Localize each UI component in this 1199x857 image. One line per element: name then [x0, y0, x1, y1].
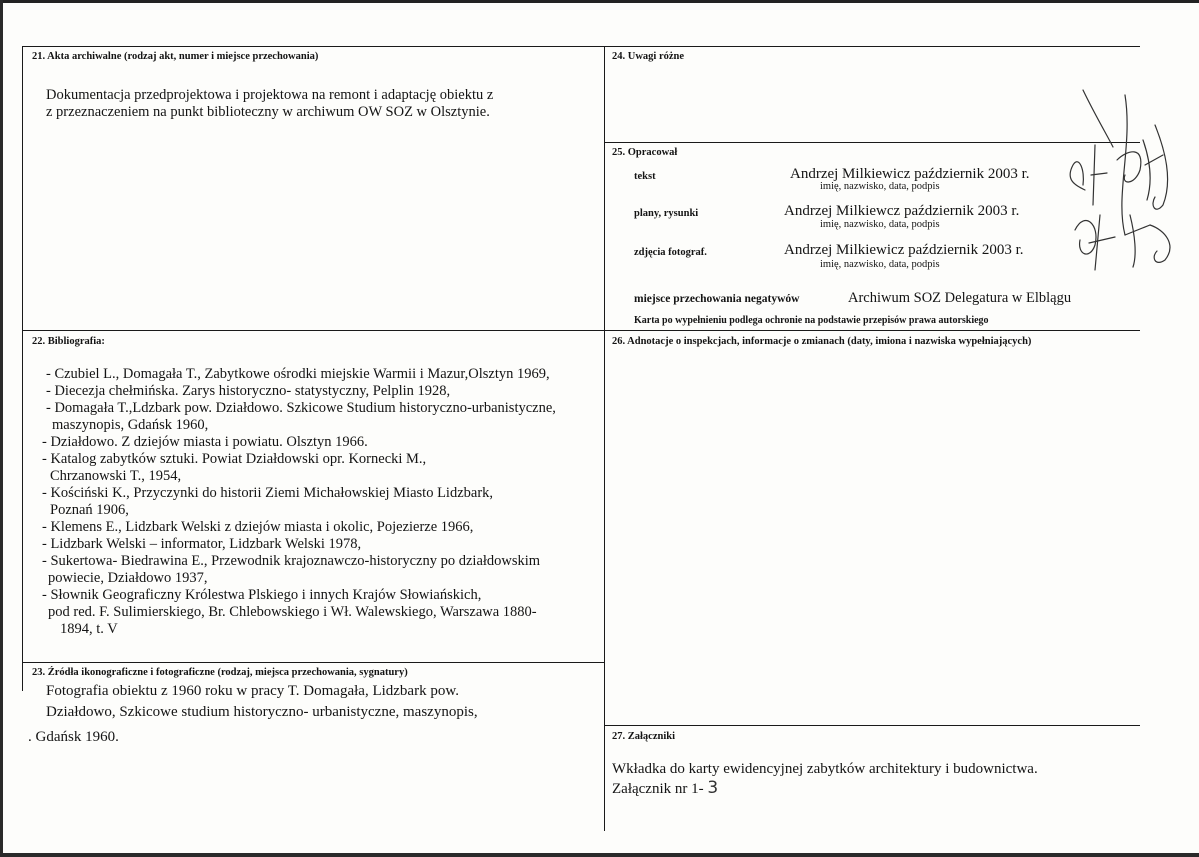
bibliography-entry: - Domagała T.,Ldzbark pow. Działdowo. Szkicowe Studium historyczno-urbanistyczne, [46, 400, 556, 416]
author-row-value-text: Andrzej Milkiewicz październik 2003 r. [790, 166, 1030, 182]
bibliography-entry: pod red. F. Sulimierskiego, Br. Chlebowskiego i Wł. Walewskiego, Warszawa 1880- [48, 604, 537, 620]
section-25-header: 25. Opracował [612, 147, 678, 158]
section-26-header: 26. Adnotacje o inspekcjach, informacje o zmianach (daty, imiona i nazwiska wypełniających) [612, 336, 1032, 347]
bibliography-entry: - Działdowo. Z dziejów miasta i powiatu. Olsztyn 1966. [42, 434, 368, 450]
copyright-note: Karta po wypełnieniu podlega ochronie na podstawie przepisów prawa autorskiego [634, 315, 989, 326]
negatives-label: miejsce przechowania negatywów [634, 293, 800, 305]
section-23-line-2: Działdowo, Szkicowe studium historyczno- urbanistyczne, maszynopis, [46, 704, 478, 720]
section-23-header: 23. Źródła ikonograficzne i fotograficzne (rodzaj, miejsca przechowania, sygnatury) [32, 667, 408, 678]
rule-27-top [604, 725, 1140, 726]
bibliography-entry: - Diecezja chełmińska. Zarys historyczno- statystyczny, Pelplin 1928, [46, 383, 451, 399]
author-row-caption-photos: imię, nazwisko, data, podpis [820, 259, 940, 270]
scan-left-edge [0, 0, 3, 857]
bibliography-entry: powiecie, Działdowo 1937, [48, 570, 208, 586]
bibliography-entry: Chrzanowski T., 1954, [50, 468, 182, 484]
bibliography-entry: - Katalog zabytków sztuki. Powiat Działdowski opr. Kornecki M., [42, 451, 427, 467]
bibliography-entry: - Słownik Geograficzny Królestwa Plskiego i innych Krajów Słowiańskich, [42, 587, 482, 603]
author-row-label-plans: plany, rysunki [634, 208, 699, 219]
scan-bottom-edge [0, 853, 1199, 857]
author-row-label-photos: zdjęcia fotograf. [634, 247, 707, 258]
bibliography-entry: 1894, t. V [60, 621, 118, 637]
left-border [22, 46, 23, 691]
center-divider [604, 46, 605, 831]
bibliography-entry: - Klemens E., Lidzbark Welski z dziejów miasta i okolic, Pojezierze 1966, [42, 519, 474, 535]
section-23-line-3: . Gdańsk 1960. [28, 729, 119, 745]
author-row-caption-plans: imię, nazwisko, data, podpis [820, 219, 940, 230]
scan-top-edge [0, 0, 1199, 3]
bibliography-entry: maszynopis, Gdańsk 1960, [52, 417, 209, 433]
section-24-header: 24. Uwagi różne [612, 51, 685, 62]
bibliography-entry: - Czubiel L., Domagała T., Zabytkowe ośrodki miejskie Warmii i Mazur,Olsztyn 1969, [46, 366, 550, 382]
attachment-number-handwritten: 3 [707, 778, 719, 798]
rule-22-top [22, 330, 1140, 331]
bibliography-entry: - Lidzbark Welski – informator, Lidzbark Welski 1978, [42, 536, 362, 552]
bibliography-entry: - Kościński K., Przyczynki do historii Ziemi Michałowskiej Miasto Lidzbark, [42, 485, 494, 501]
negatives-value: Archiwum SOZ Delegatura w Elblągu [848, 290, 1072, 306]
rule-23-top [22, 662, 605, 663]
author-row-caption-text: imię, nazwisko, data, podpis [820, 181, 940, 192]
bibliography-entry: Poznań 1906, [50, 502, 129, 518]
top-rule [22, 46, 1140, 47]
author-row-value-plans: Andrzej Milkiewcz październik 2003 r. [784, 203, 1020, 219]
signature-image [1055, 85, 1180, 280]
author-row-value-photos: Andrzej Milkiewicz październik 2003 r. [784, 242, 1024, 258]
attachments-line-2 [612, 780, 718, 798]
author-row-label-text: tekst [634, 171, 656, 182]
section-21-line-1: Dokumentacja przedprojektowa i projektowa na remont i adaptację obiektu z [46, 87, 494, 103]
section-21-header: 21. Akta archiwalne (rodzaj akt, numer i miejsce przechowania) [32, 51, 319, 62]
section-23-line-1: Fotografia obiektu z 1960 roku w pracy T. Domagała, Lidzbark pow. [46, 683, 459, 699]
section-21-line-2: z przeznaczeniem na punkt biblioteczny w archiwum OW SOZ w Olsztynie. [46, 104, 490, 120]
bibliography-entry: - Sukertowa- Biedrawina E., Przewodnik krajoznawczo-historyczny po działdowskim [42, 553, 541, 569]
bibliography-list [42, 366, 556, 638]
attachments-line-1: Wkładka do karty ewidencyjnej zabytków architektury i budownictwa. [612, 761, 1038, 777]
attachment-number-label: Załącznik nr 1- [612, 781, 708, 797]
section-22-header: 22. Bibliografia: [32, 336, 105, 347]
section-27-header: 27. Załączniki [612, 731, 676, 742]
